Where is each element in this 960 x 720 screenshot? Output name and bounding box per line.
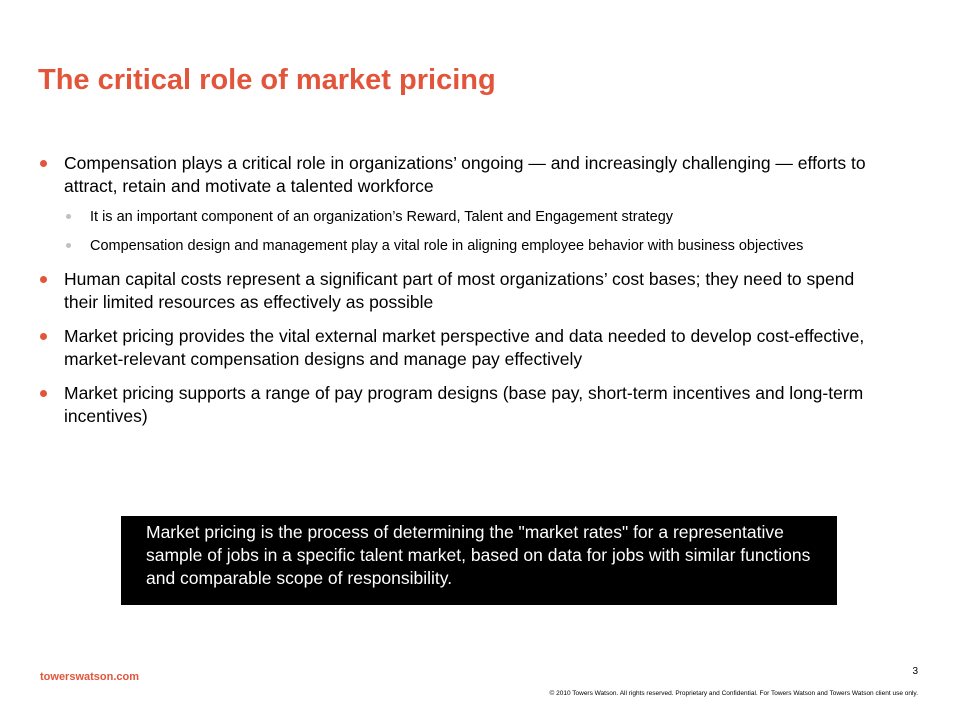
bullet-text: Market pricing provides the vital external market perspective and data needed to develop cost-effective, market-relevant compensation designs and manage pay effectively [64, 326, 865, 369]
bullet-text: Human capital costs represent a significant part of most organizations’ cost bases; they need to spend their limited resources as effectively as possible [64, 269, 855, 312]
bullet-dot-icon [40, 276, 47, 283]
bullet-item [40, 152, 890, 256]
bullet-dot-icon [40, 160, 47, 167]
bullet-dot-icon [40, 333, 47, 340]
bullet-dot-icon [40, 390, 47, 397]
bullet-item [40, 268, 890, 314]
bullet-text: Market pricing supports a range of pay program designs (base pay, short-term incentives and long-term incentives) [64, 383, 864, 426]
sub-bullet-item [64, 207, 890, 227]
footer-website-link[interactable]: towerswatson.com [40, 671, 140, 683]
bullet-item [40, 382, 890, 428]
definition-callout: Market pricing is the process of determining the "market rates" for a representative sample of jobs in a specific talent market, based on data for jobs with similar functions and comparable scope of responsibility. [121, 516, 837, 605]
page-number: 3 [912, 666, 918, 677]
sub-bullet-list [64, 207, 890, 256]
bullet-list [40, 152, 890, 439]
bullet-text: Compensation plays a critical role in organizations’ ongoing — and increasingly challenging — efforts to attract, retain and motivate a talented workforce [64, 153, 866, 196]
sub-bullet-dot-icon [66, 243, 71, 248]
sub-bullet-text: Compensation design and management play a vital role in aligning employee behavior with business objectives [90, 238, 804, 254]
sub-bullet-dot-icon [66, 214, 71, 219]
sub-bullet-item [64, 236, 890, 256]
slide-title: The critical role of market pricing [38, 64, 496, 96]
bullet-item [40, 325, 890, 371]
footer-copyright: © 2010 Towers Watson. All rights reserved. Proprietary and Confidential. For Towers Watson and Towers Watson client use only. [549, 690, 918, 697]
sub-bullet-text: It is an important component of an organization’s Reward, Talent and Engagement strategy [90, 209, 674, 225]
